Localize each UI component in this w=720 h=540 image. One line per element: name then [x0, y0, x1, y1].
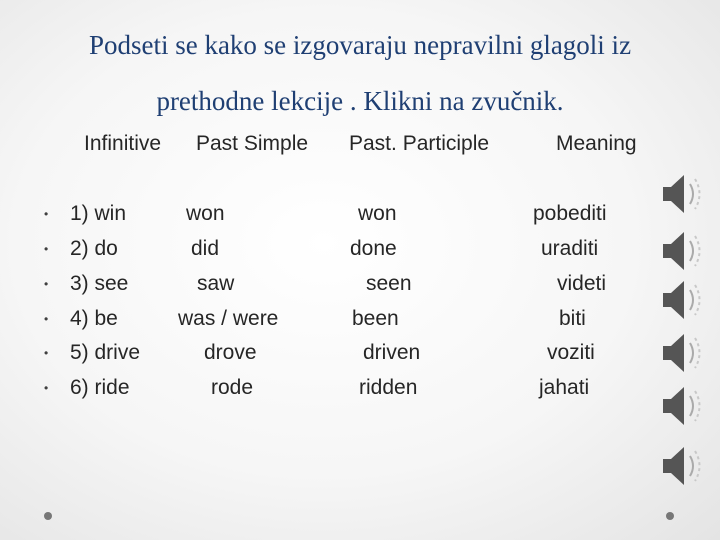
row-bullet: •: [44, 346, 49, 360]
row-meaning: biti: [559, 307, 586, 330]
row-infinitive: 3) see: [70, 272, 129, 295]
row-infinitive: 2) do: [70, 237, 118, 260]
slide-title-line-1: Podseti se kako se izgovaraju nepravilni glagoli iz: [88, 30, 632, 60]
header-meaning: Meaning: [556, 132, 637, 155]
corner-dot-right: [666, 512, 674, 520]
row-past-simple: won: [186, 202, 225, 225]
speaker-icon: [660, 278, 708, 322]
row-bullet: •: [44, 381, 49, 395]
row-meaning: pobediti: [533, 202, 607, 225]
row-infinitive: 6) ride: [70, 376, 130, 399]
speaker-button-5[interactable]: [660, 384, 708, 428]
row-past-participle: ridden: [359, 376, 418, 399]
row-meaning: videti: [557, 272, 607, 295]
row-past-participle: seen: [366, 272, 412, 295]
speaker-button-6[interactable]: [660, 444, 708, 488]
row-past-simple: rode: [211, 376, 254, 399]
speaker-icon: [660, 384, 708, 428]
row-past-simple: saw: [197, 272, 235, 295]
speaker-icon: [660, 172, 708, 216]
header-past-simple: Past Simple: [196, 132, 309, 155]
speaker-button-2[interactable]: [660, 229, 708, 273]
row-infinitive: 4) be: [70, 307, 118, 330]
row-bullet: •: [44, 312, 49, 326]
speaker-button-4[interactable]: [660, 331, 708, 375]
row-past-participle: driven: [363, 341, 421, 364]
row-meaning: voziti: [547, 341, 595, 364]
row-past-simple: drove: [204, 341, 257, 364]
row-bullet: •: [44, 242, 49, 256]
row-past-participle: done: [350, 237, 397, 260]
header-infinitive: Infinitive: [84, 132, 162, 155]
slide-title-line-2: prethodne lekcije . Klikni na zvučnik.: [156, 86, 564, 116]
speaker-icon: [660, 229, 708, 273]
row-bullet: •: [44, 277, 49, 291]
row-past-participle: been: [352, 307, 399, 330]
speaker-button-3[interactable]: [660, 278, 708, 322]
row-past-simple: did: [191, 237, 220, 260]
speaker-icon: [660, 331, 708, 375]
row-meaning: jahati: [539, 376, 590, 399]
row-bullet: •: [44, 207, 49, 221]
row-meaning: uraditi: [541, 237, 599, 260]
row-infinitive: 5) drive: [70, 341, 141, 364]
row-past-simple: was / were: [178, 307, 279, 330]
speaker-button-1[interactable]: [660, 172, 708, 216]
row-past-participle: won: [358, 202, 397, 225]
corner-dot-left: [44, 512, 52, 520]
speaker-icon: [660, 444, 708, 488]
row-infinitive: 1) win: [70, 202, 127, 225]
header-past-participle: Past. Participle: [349, 132, 490, 155]
